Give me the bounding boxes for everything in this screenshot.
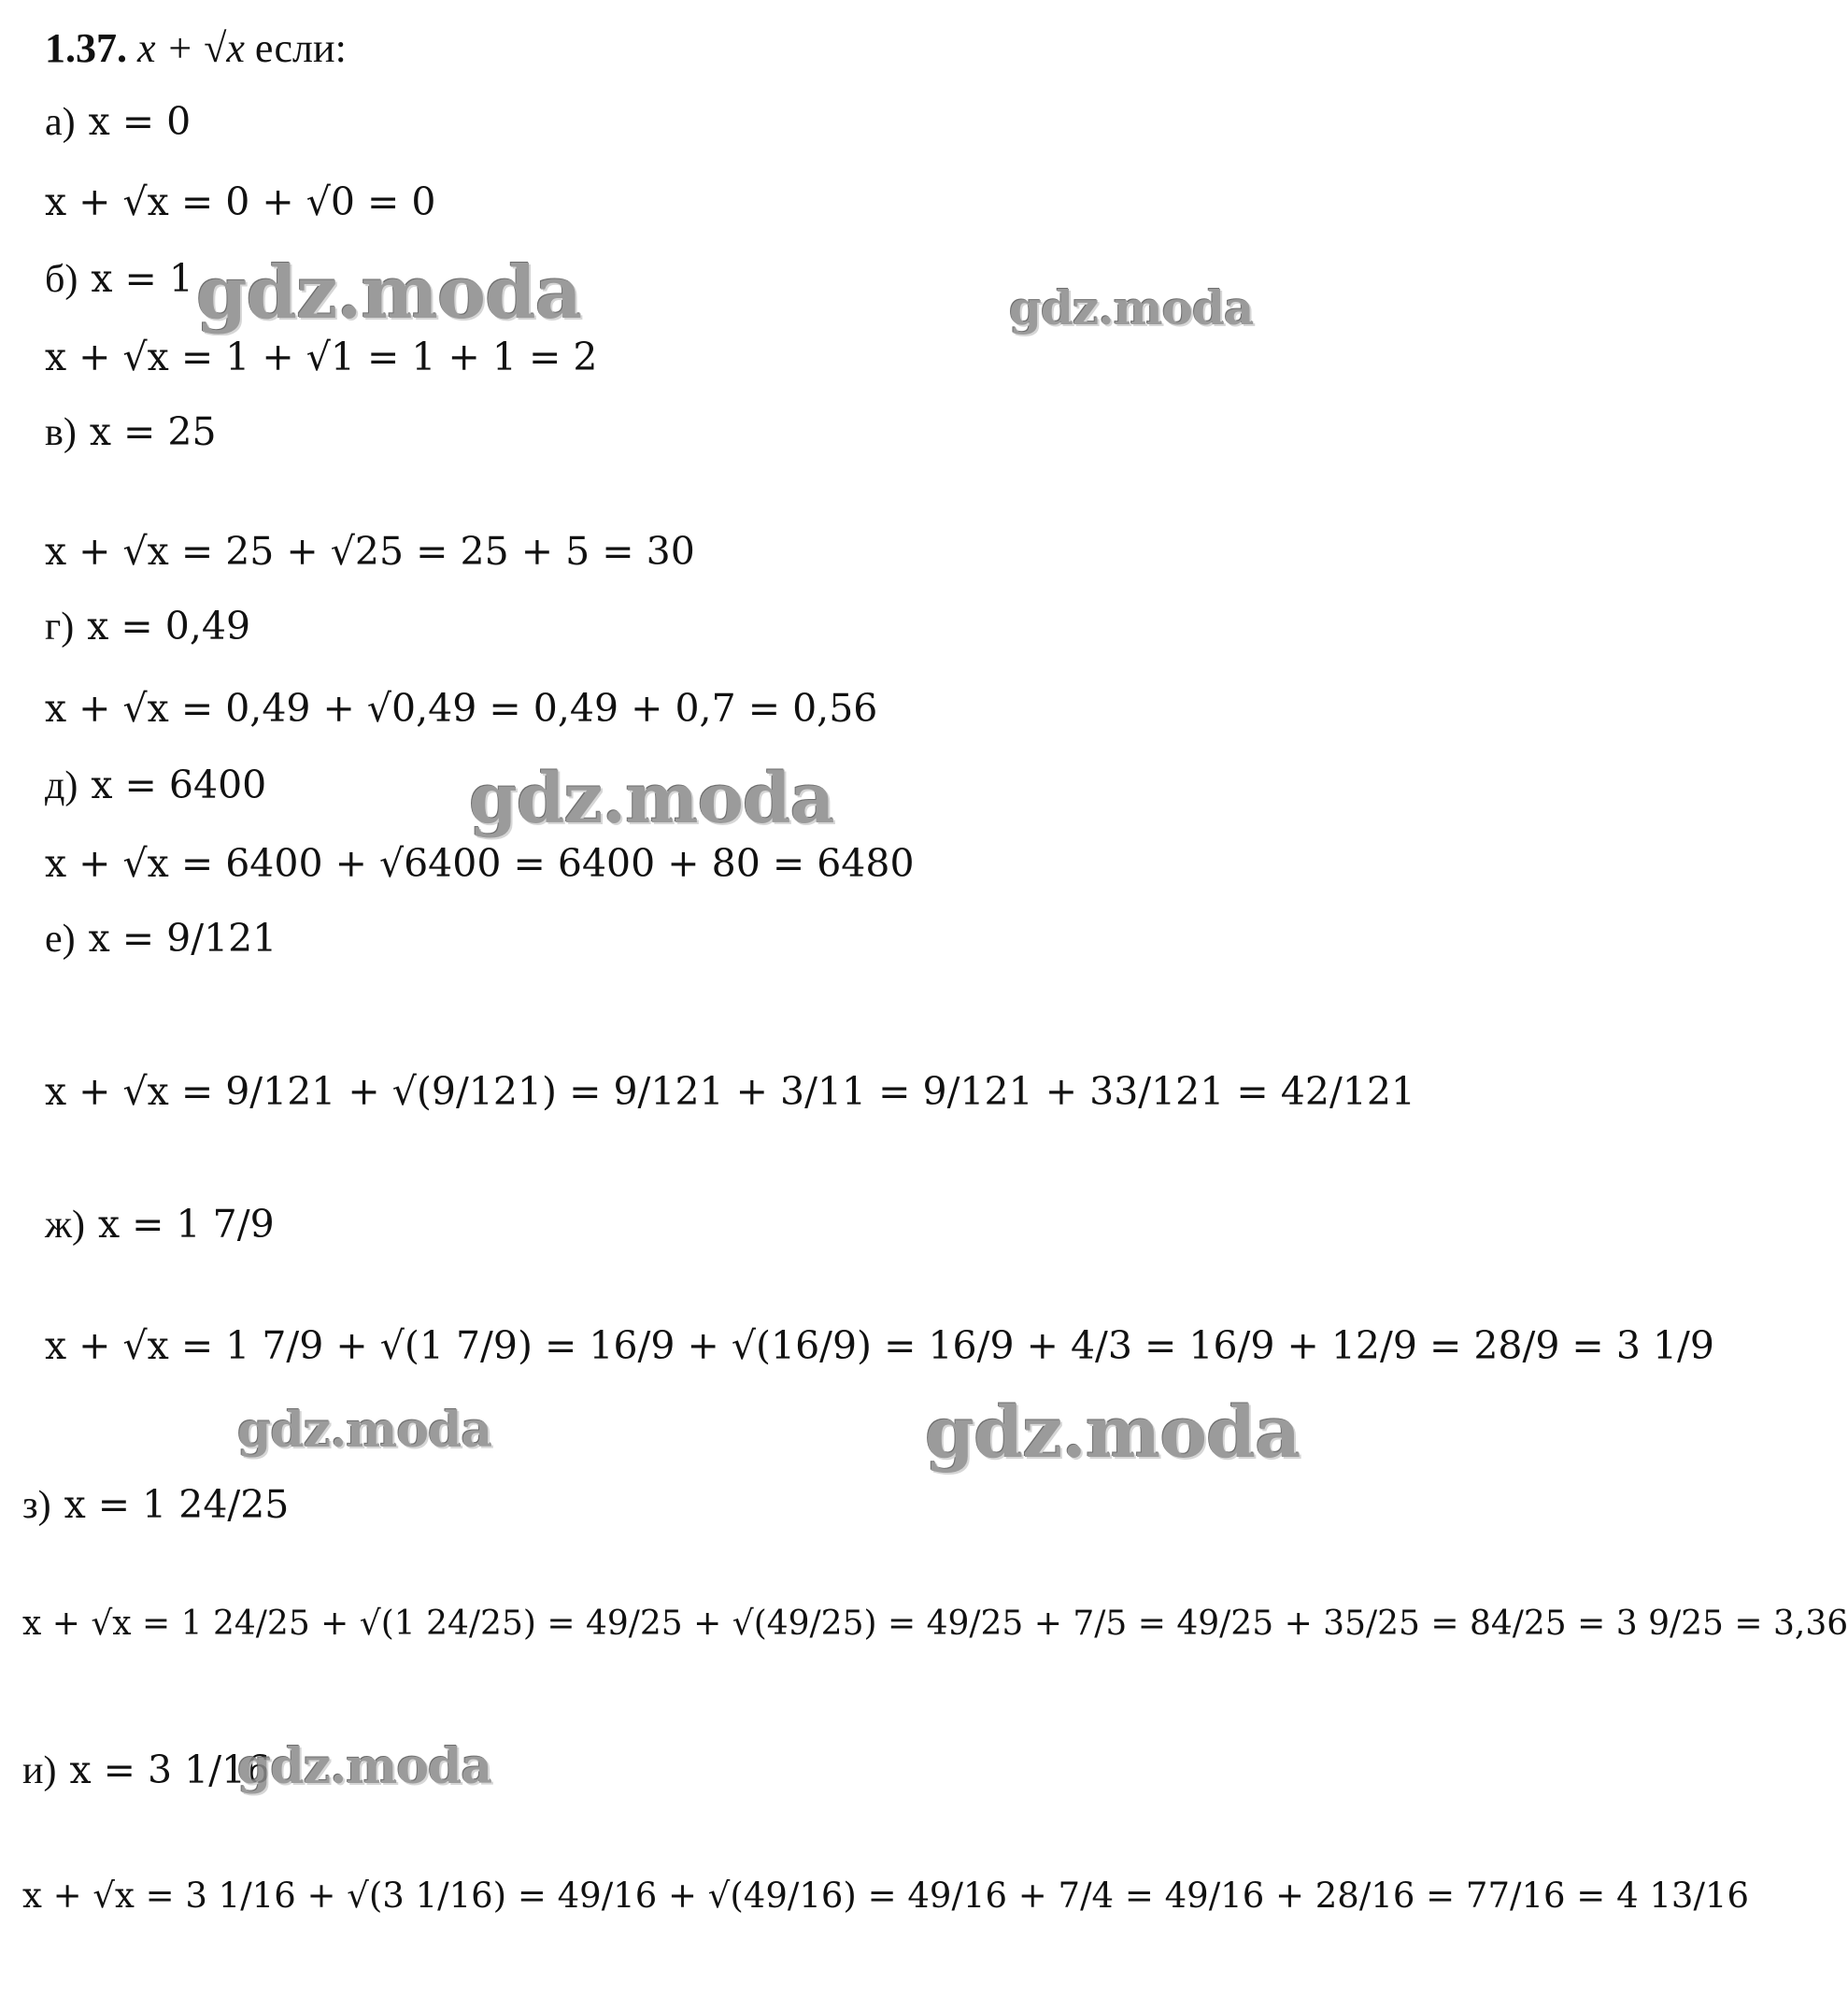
part-z-given-text: x = 1 24/25 bbox=[64, 1482, 290, 1527]
part-d-given-text: x = 6400 bbox=[91, 763, 267, 807]
problem-title bbox=[45, 25, 347, 71]
part-a-given bbox=[45, 99, 192, 144]
part-b-given-text: x = 1 bbox=[91, 256, 193, 301]
part-i-given-text: x = 3 1/16 bbox=[69, 1747, 271, 1792]
part-z-label: з) bbox=[22, 1484, 51, 1527]
part-e-given-text: x = 9/121 bbox=[88, 916, 277, 961]
part-zh-solution: x + √x = 1 7/9 + √(1 7/9) = 16/9 + √(16/9) = 16/9 + 4/3 = 16/9 + 12/9 = 28/9 = 3 1/9 bbox=[45, 1323, 1714, 1368]
part-d-given bbox=[45, 763, 267, 807]
watermark: gdz.moda bbox=[237, 1738, 492, 1795]
part-g-given-text: x = 0,49 bbox=[87, 604, 251, 649]
part-e-label: е) bbox=[45, 918, 76, 961]
part-v-solution: x + √x = 25 + √25 = 25 + 5 = 30 bbox=[45, 529, 695, 574]
watermark: gdz.moda bbox=[1009, 280, 1254, 335]
part-e-given bbox=[45, 916, 277, 961]
part-d-label: д) bbox=[45, 764, 78, 807]
part-z-given bbox=[22, 1482, 290, 1527]
part-g-solution: x + √x = 0,49 + √0,49 = 0,49 + 0,7 = 0,56 bbox=[45, 686, 878, 731]
part-a-given-text: x = 0 bbox=[88, 99, 192, 144]
watermark: gdz.moda bbox=[925, 1391, 1301, 1474]
part-g-label: г) bbox=[45, 606, 75, 649]
part-zh-given bbox=[45, 1202, 275, 1247]
part-i-label: и) bbox=[22, 1749, 57, 1792]
part-g-given bbox=[45, 604, 251, 649]
part-z-solution: x + √x = 1 24/25 + √(1 24/25) = 49/25 + √(49/25) = 49/25 + 7/5 = 49/25 + 35/25 = 84/25 = 3 9/25 = 3,36 bbox=[22, 1605, 1848, 1643]
problem-expression: x + √x bbox=[137, 25, 245, 71]
part-i-solution: x + √x = 3 1/16 + √(3 1/16) = 49/16 + √(49/16) = 49/16 + 7/4 = 49/16 + 28/16 = 77/16 = 4 13/16 bbox=[22, 1876, 1749, 1916]
part-a-solution: x + √x = 0 + √0 = 0 bbox=[45, 179, 436, 224]
part-zh-given-text: x = 1 7/9 bbox=[98, 1202, 275, 1247]
watermark: gdz.moda bbox=[237, 1402, 492, 1459]
part-v-label: в) bbox=[45, 411, 77, 454]
part-b-label: б) bbox=[45, 258, 78, 301]
problem-tail: если: bbox=[254, 25, 347, 71]
part-e-solution: x + √x = 9/121 + √(9/121) = 9/121 + 3/11 = 9/121 + 33/121 = 42/121 bbox=[45, 1069, 1416, 1114]
part-b-solution: x + √x = 1 + √1 = 1 + 1 = 2 bbox=[45, 335, 598, 379]
part-zh-label: ж) bbox=[45, 1204, 86, 1247]
part-i-given bbox=[22, 1747, 271, 1792]
problem-number: 1.37. bbox=[45, 25, 127, 71]
part-b-given bbox=[45, 256, 193, 301]
part-a-label: а) bbox=[45, 101, 76, 144]
part-v-given bbox=[45, 409, 217, 454]
watermark: gdz.moda bbox=[469, 759, 834, 839]
part-d-solution: x + √x = 6400 + √6400 = 6400 + 80 = 6480 bbox=[45, 841, 915, 886]
part-v-given-text: x = 25 bbox=[89, 409, 217, 454]
watermark: gdz.moda bbox=[196, 250, 582, 335]
